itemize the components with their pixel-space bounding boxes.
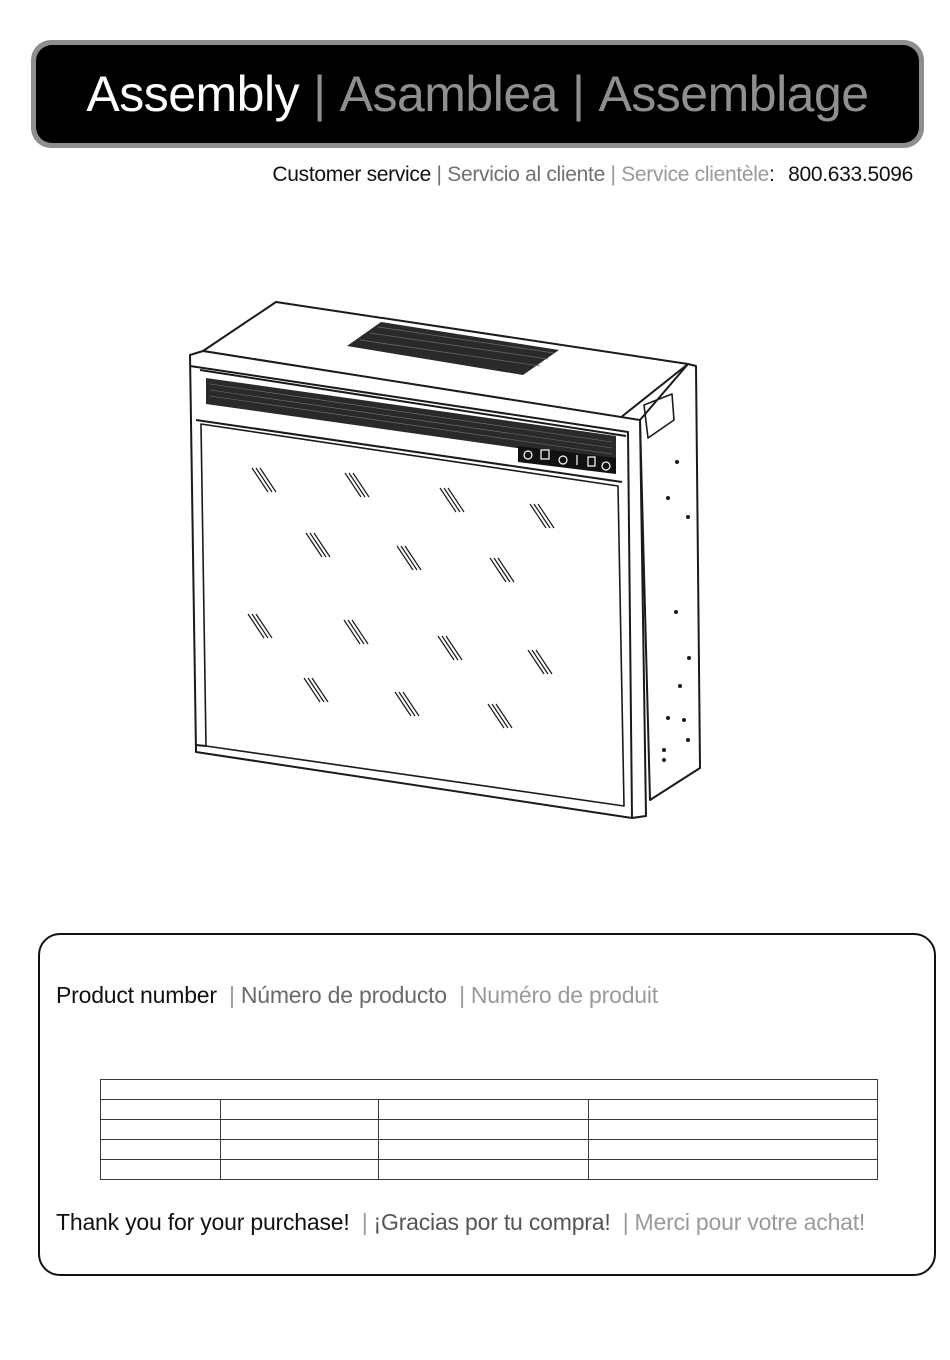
table-cell	[101, 1140, 221, 1160]
table-row	[101, 1140, 878, 1160]
product-number-line: Product number | Número de producto | Numéro de produit	[56, 982, 658, 1008]
title-separator: |	[313, 66, 326, 122]
table-row	[101, 1080, 878, 1100]
thanks-english: Thank you for your purchase!	[56, 1209, 350, 1235]
product-label-english: Product number	[56, 982, 217, 1008]
customer-service-line: Customer service | Servicio al cliente | Service clientèle: 800.633.5096	[272, 163, 913, 186]
thanks-spanish: ¡Gracias por tu compra!	[373, 1209, 611, 1235]
table-cell	[101, 1080, 878, 1100]
service-label-french: Service clientèle	[621, 163, 770, 186]
fireplace-insert-illustration	[175, 290, 715, 830]
table-cell	[379, 1160, 589, 1180]
thanks-french: Merci pour votre achat!	[634, 1209, 866, 1235]
table-cell	[221, 1120, 379, 1140]
header-banner	[36, 45, 919, 143]
table-cell	[221, 1100, 379, 1120]
title-spanish: Asamblea	[339, 66, 558, 122]
table-cell	[379, 1120, 589, 1140]
service-colon: :	[769, 163, 775, 186]
table-cell	[589, 1120, 878, 1140]
title-english: Assembly	[86, 66, 300, 122]
table-row	[101, 1100, 878, 1120]
table-cell	[221, 1160, 379, 1180]
table-cell	[379, 1100, 589, 1120]
product-label-spanish: Número de producto	[240, 982, 447, 1008]
table-cell	[589, 1140, 878, 1160]
title-french: Assemblage	[598, 66, 869, 122]
service-label-spanish: Servicio al cliente	[447, 163, 605, 186]
table-row	[101, 1160, 878, 1180]
table-cell	[589, 1100, 878, 1120]
product-label-french: Numéro de produit	[470, 982, 658, 1008]
thank-you-line: Thank you for your purchase! | ¡Gracias por tu compra! | Merci pour votre achat!	[56, 1209, 866, 1235]
service-phone-number: 800.633.5096	[788, 163, 913, 186]
table-row	[101, 1120, 878, 1140]
service-label-english: Customer service	[272, 163, 431, 186]
title-separator: |	[571, 66, 585, 122]
table-cell	[101, 1160, 221, 1180]
product-parts-table	[100, 1079, 878, 1180]
table-cell	[589, 1160, 878, 1180]
table-cell	[101, 1120, 221, 1140]
table-cell	[379, 1140, 589, 1160]
table-cell	[221, 1140, 379, 1160]
table-cell	[101, 1100, 221, 1120]
